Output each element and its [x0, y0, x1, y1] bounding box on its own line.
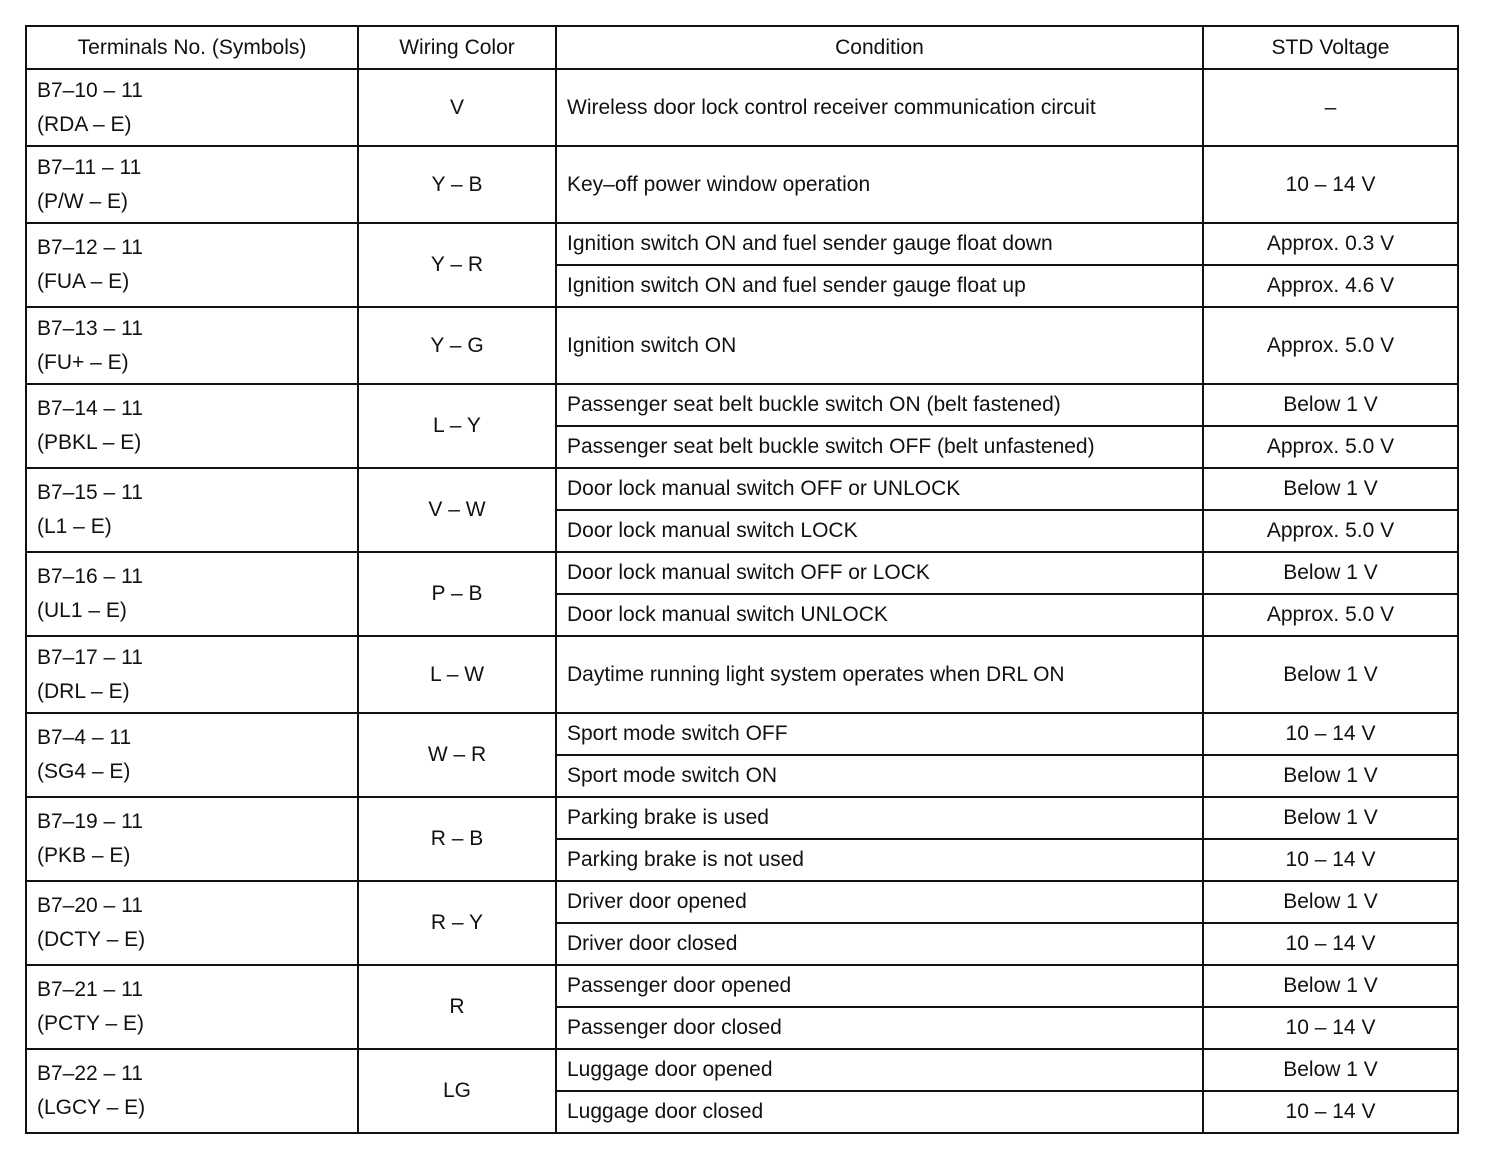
std-voltage-cell: Below 1 V — [1203, 636, 1458, 713]
condition-cell: Daytime running light system operates when DRL ON — [556, 636, 1203, 713]
terminal-number: B7–10 – 11 — [37, 78, 143, 102]
terminal-symbol: (DCTY – E) — [37, 928, 146, 951]
condition-cell: Passenger door opened — [556, 965, 1203, 1007]
terminal-cell — [26, 713, 358, 797]
wiring-color-cell: W – R — [358, 713, 556, 797]
condition-cell: Luggage door closed — [556, 1091, 1203, 1133]
terminal-symbol: (PBKL – E) — [37, 431, 142, 454]
header-row — [26, 26, 1458, 69]
wiring-color-cell: Y – G — [358, 307, 556, 384]
condition-cell: Wireless door lock control receiver communication circuit — [556, 69, 1203, 146]
terminal-cell — [26, 636, 358, 713]
wiring-color-cell: R – Y — [358, 881, 556, 965]
condition-cell: Parking brake is used — [556, 797, 1203, 839]
terminal-symbol: (DRL – E) — [37, 679, 130, 703]
terminal-symbol: (PCTY – E) — [37, 1012, 144, 1035]
terminal-number: B7–16 – 11 — [37, 565, 143, 588]
table-body — [26, 69, 1458, 1133]
table-row — [26, 1049, 1458, 1091]
terminal-cell — [26, 1049, 358, 1133]
terminal-number: B7–13 – 11 — [37, 316, 143, 340]
terminal-symbol: (SG4 – E) — [37, 760, 131, 783]
terminal-voltage-table — [25, 25, 1459, 1134]
terminal-number: B7–11 – 11 — [37, 155, 142, 179]
condition-cell: Passenger seat belt buckle switch ON (belt fastened) — [556, 384, 1203, 426]
terminal-symbol: (LGCY – E) — [37, 1096, 146, 1119]
header-std-voltage: STD Voltage — [1203, 26, 1458, 69]
wiring-color-cell: R – B — [358, 797, 556, 881]
wiring-color-cell: L – Y — [358, 384, 556, 468]
wiring-color-cell: V – W — [358, 468, 556, 552]
table-row — [26, 146, 1458, 223]
terminal-number: B7–21 – 11 — [37, 978, 143, 1001]
wiring-color-cell: Y – B — [358, 146, 556, 223]
condition-cell: Passenger seat belt buckle switch OFF (belt unfastened) — [556, 426, 1203, 468]
wiring-color-cell: LG — [358, 1049, 556, 1133]
terminal-number: B7–17 – 11 — [37, 645, 143, 669]
std-voltage-cell: – — [1203, 69, 1458, 146]
condition-cell: Door lock manual switch UNLOCK — [556, 594, 1203, 636]
terminal-symbol: (L1 – E) — [37, 515, 112, 538]
std-voltage-cell: Below 1 V — [1203, 468, 1458, 510]
table-row — [26, 69, 1458, 146]
header-wiring-color: Wiring Color — [358, 26, 556, 69]
terminal-number: B7–12 – 11 — [37, 236, 143, 259]
terminal-cell — [26, 552, 358, 636]
wiring-color-cell: L – W — [358, 636, 556, 713]
std-voltage-cell: Below 1 V — [1203, 384, 1458, 426]
std-voltage-cell: 10 – 14 V — [1203, 839, 1458, 881]
std-voltage-cell: 10 – 14 V — [1203, 1007, 1458, 1049]
condition-cell: Door lock manual switch LOCK — [556, 510, 1203, 552]
terminal-symbol: (UL1 – E) — [37, 599, 127, 622]
std-voltage-cell: Approx. 5.0 V — [1203, 307, 1458, 384]
header-condition: Condition — [556, 26, 1203, 69]
terminal-number: B7–4 – 11 — [37, 726, 132, 749]
wiring-color-cell: P – B — [358, 552, 556, 636]
std-voltage-cell: Below 1 V — [1203, 755, 1458, 797]
std-voltage-cell: Below 1 V — [1203, 881, 1458, 923]
terminal-cell — [26, 384, 358, 468]
terminal-cell — [26, 146, 358, 223]
std-voltage-cell: 10 – 14 V — [1203, 923, 1458, 965]
table-row — [26, 965, 1458, 1007]
terminal-symbol: (FU+ – E) — [37, 350, 129, 374]
table-row — [26, 713, 1458, 755]
condition-cell: Ignition switch ON — [556, 307, 1203, 384]
header-terminals: Terminals No. (Symbols) — [26, 26, 358, 69]
terminal-number: B7–19 – 11 — [37, 810, 143, 833]
terminal-symbol: (FUA – E) — [37, 270, 130, 293]
terminal-cell — [26, 965, 358, 1049]
terminal-cell — [26, 881, 358, 965]
wiring-color-cell: Y – R — [358, 223, 556, 307]
table-row — [26, 797, 1458, 839]
table-row — [26, 384, 1458, 426]
wiring-color-cell: V — [358, 69, 556, 146]
table-row — [26, 552, 1458, 594]
condition-cell: Luggage door opened — [556, 1049, 1203, 1091]
std-voltage-cell: Approx. 5.0 V — [1203, 510, 1458, 552]
std-voltage-cell: 10 – 14 V — [1203, 1091, 1458, 1133]
condition-cell: Sport mode switch OFF — [556, 713, 1203, 755]
terminal-cell — [26, 307, 358, 384]
terminal-number: B7–15 – 11 — [37, 481, 143, 504]
table-row — [26, 636, 1458, 713]
terminal-cell — [26, 468, 358, 552]
terminal-symbol: (RDA – E) — [37, 112, 132, 136]
terminal-cell — [26, 223, 358, 307]
std-voltage-cell: Below 1 V — [1203, 1049, 1458, 1091]
wiring-color-cell: R — [358, 965, 556, 1049]
condition-cell: Ignition switch ON and fuel sender gauge float up — [556, 265, 1203, 307]
std-voltage-cell: Approx. 5.0 V — [1203, 426, 1458, 468]
condition-cell: Driver door opened — [556, 881, 1203, 923]
terminal-cell — [26, 797, 358, 881]
table-row — [26, 223, 1458, 265]
std-voltage-cell: 10 – 14 V — [1203, 146, 1458, 223]
terminal-cell — [26, 69, 358, 146]
terminal-number: B7–22 – 11 — [37, 1062, 143, 1085]
condition-cell: Door lock manual switch OFF or UNLOCK — [556, 468, 1203, 510]
std-voltage-cell: Below 1 V — [1203, 965, 1458, 1007]
terminal-symbol: (P/W – E) — [37, 189, 129, 213]
std-voltage-cell: Approx. 4.6 V — [1203, 265, 1458, 307]
std-voltage-cell: Below 1 V — [1203, 797, 1458, 839]
condition-cell: Parking brake is not used — [556, 839, 1203, 881]
table-row — [26, 307, 1458, 384]
table-row — [26, 468, 1458, 510]
condition-cell: Key–off power window operation — [556, 146, 1203, 223]
std-voltage-cell: Below 1 V — [1203, 552, 1458, 594]
condition-cell: Sport mode switch ON — [556, 755, 1203, 797]
condition-cell: Driver door closed — [556, 923, 1203, 965]
std-voltage-cell: Approx. 5.0 V — [1203, 594, 1458, 636]
table-row — [26, 881, 1458, 923]
std-voltage-cell: 10 – 14 V — [1203, 713, 1458, 755]
condition-cell: Passenger door closed — [556, 1007, 1203, 1049]
terminal-number: B7–20 – 11 — [37, 894, 143, 917]
std-voltage-cell: Approx. 0.3 V — [1203, 223, 1458, 265]
terminal-symbol: (PKB – E) — [37, 844, 131, 867]
condition-cell: Ignition switch ON and fuel sender gauge float down — [556, 223, 1203, 265]
terminal-number: B7–14 – 11 — [37, 397, 143, 420]
condition-cell: Door lock manual switch OFF or LOCK — [556, 552, 1203, 594]
